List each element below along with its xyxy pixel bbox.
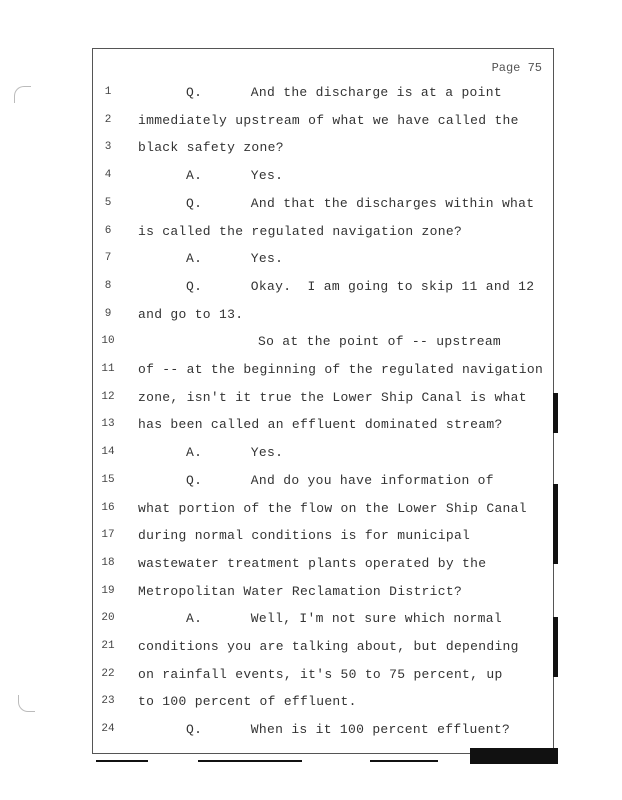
line-number: 1: [104, 86, 112, 98]
transcript-line: Q. And do you have information of: [186, 472, 494, 488]
transcript-line: Metropolitan Water Reclamation District?: [138, 583, 463, 599]
footer-line: [370, 760, 438, 762]
line-number: 10: [101, 335, 115, 348]
line-number: 23: [101, 695, 115, 708]
line-number: 6: [104, 224, 112, 237]
line-number: 15: [101, 473, 115, 486]
line-number: 8: [104, 279, 112, 292]
transcript-line: zone, isn't it true the Lower Ship Canal is what: [138, 389, 527, 405]
line-number: 7: [104, 252, 112, 265]
line-number: 9: [104, 307, 112, 320]
line-number: 16: [101, 501, 115, 514]
transcript-line: to 100 percent of effluent.: [138, 694, 357, 710]
transcript-line: A. Yes.: [186, 251, 284, 267]
footer-line: [96, 760, 148, 762]
transcript-line: wastewater treatment plants operated by the: [138, 555, 487, 571]
line-number: 24: [101, 723, 115, 736]
line-number: 17: [101, 529, 115, 542]
transcript-line: during normal conditions is for municipal: [138, 528, 471, 544]
line-number: 22: [101, 667, 115, 680]
transcript-line: has been called an effluent dominated stream?: [138, 417, 503, 433]
transcript-line: A. Yes.: [186, 445, 284, 461]
line-number: 13: [101, 418, 115, 431]
scan-mark-top: [14, 86, 31, 103]
line-number: 12: [101, 390, 115, 403]
page-number: Page 75: [491, 61, 542, 75]
line-number: 3: [104, 141, 112, 154]
footer-bar: [470, 748, 558, 764]
transcript-line: So at the point of -- upstream: [258, 334, 502, 350]
transcript-line: immediately upstream of what we have called the: [138, 112, 519, 128]
footer-line: [198, 760, 302, 762]
transcript-line: and go to 13.: [138, 306, 244, 322]
line-number: 14: [101, 446, 115, 459]
transcript-line: Q. Okay. I am going to skip 11 and 12: [186, 278, 535, 294]
transcript-line: on rainfall events, it's 50 to 75 percent, up: [138, 666, 503, 682]
line-number: 19: [101, 584, 115, 597]
line-number: 21: [101, 640, 115, 652]
line-number: 4: [104, 169, 112, 182]
transcript-line: Q. And that the discharges within what: [186, 195, 535, 211]
transcript-line: A. Well, I'm not sure which normal: [186, 611, 502, 627]
line-number: 20: [101, 612, 115, 625]
line-number: 11: [101, 363, 115, 375]
transcript-line: conditions you are talking about, but depending: [138, 639, 519, 654]
transcript-line: is called the regulated navigation zone?: [138, 223, 463, 239]
scan-mark-bottom: [18, 695, 35, 712]
edge-mark: [553, 617, 558, 677]
transcript-line: Q. When is it 100 percent effluent?: [186, 722, 511, 738]
transcript-line: of -- at the beginning of the regulated navigation: [138, 362, 544, 377]
transcript-line: black safety zone?: [138, 140, 284, 156]
line-number: 2: [104, 113, 112, 126]
transcript-line: A. Yes.: [186, 168, 284, 184]
edge-mark: [553, 393, 558, 433]
line-number: 18: [101, 556, 115, 569]
line-number: 5: [104, 196, 112, 209]
edge-mark: [553, 484, 558, 564]
transcript-line: what portion of the flow on the Lower Ship Canal: [138, 500, 527, 516]
transcript-line: Q. And the discharge is at a point: [186, 85, 502, 100]
